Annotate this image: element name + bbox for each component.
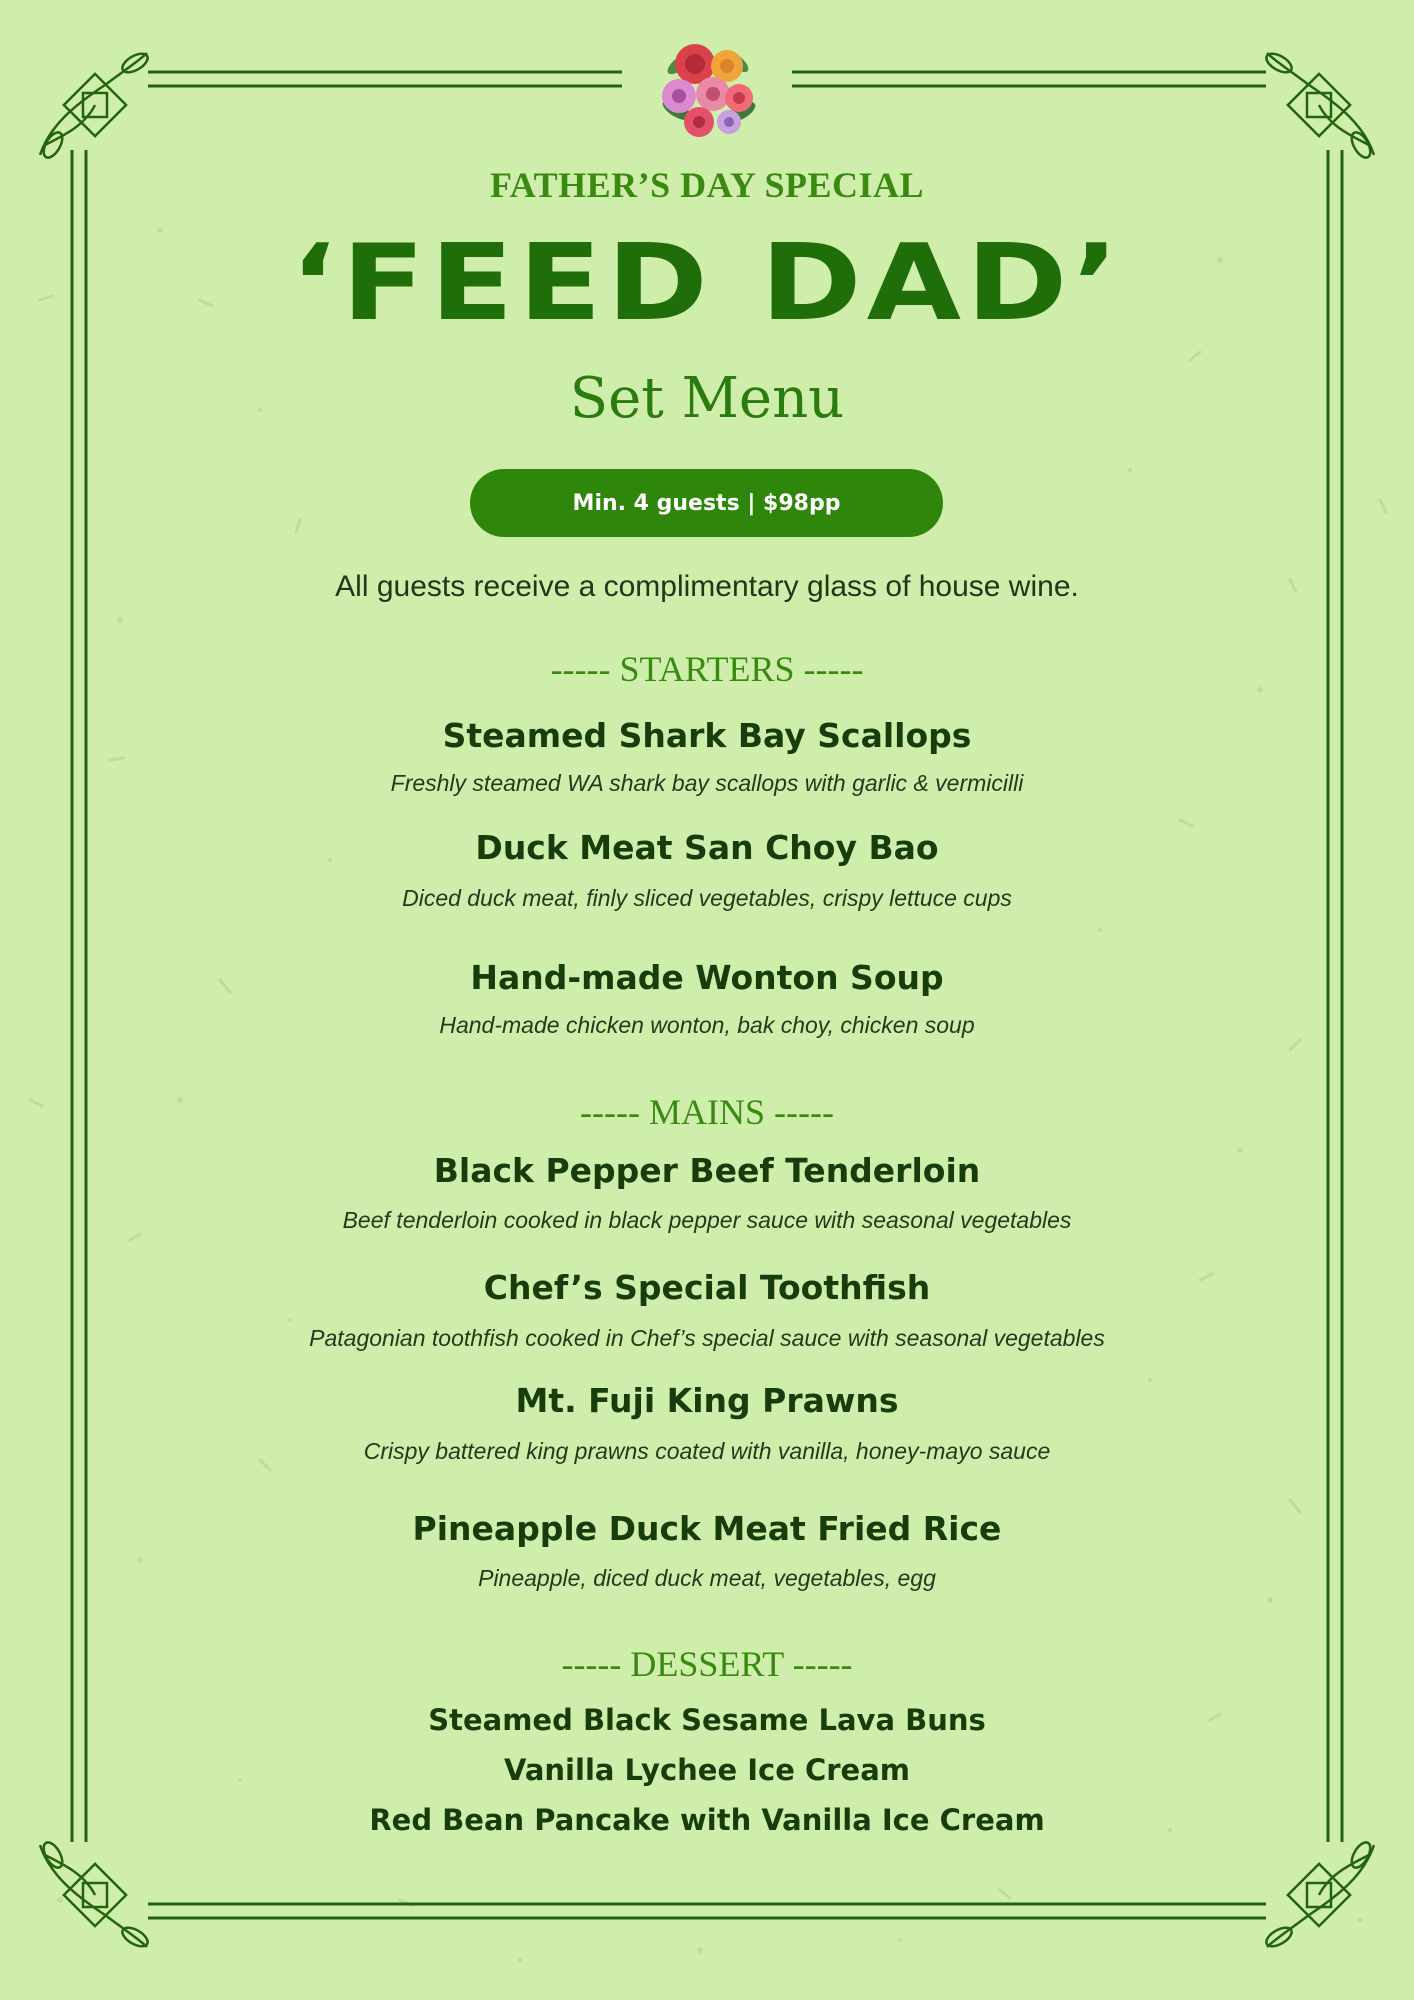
- wine-note: All guests receive a complimentary glass of house wine.: [335, 570, 1079, 603]
- menu-eyebrow: FATHER’S DAY SPECIAL: [489, 165, 925, 205]
- dish-name: Black Pepper Beef Tenderloin: [433, 1151, 981, 1190]
- dessert-item: Red Bean Pancake with Vanilla Ice Cream: [369, 1803, 1045, 1837]
- dessert-heading: ----- DESSERT -----: [561, 1644, 853, 1684]
- dish-description: Pineapple, diced duck meat, vegetables, egg: [478, 1565, 936, 1591]
- dish-description: Hand-made chicken wonton, bak choy, chicken soup: [439, 1012, 975, 1038]
- starters-heading: ----- STARTERS -----: [550, 649, 864, 689]
- price-pill: [470, 469, 943, 537]
- price-pill-text: Min. 4 guests | $98pp: [572, 490, 841, 516]
- dish-name: Chef’s Special Toothfish: [483, 1268, 931, 1307]
- dish-name: Duck Meat San Choy Bao: [475, 828, 939, 867]
- dish-name: Steamed Shark Bay Scallops: [442, 716, 972, 755]
- dish-name: Mt. Fuji King Prawns: [515, 1381, 899, 1420]
- menu-title: ‘FEED DAD’: [290, 221, 1124, 345]
- dish-description: Crispy battered king prawns coated with vanilla, honey-mayo sauce: [363, 1438, 1051, 1464]
- dish-name: Hand-made Wonton Soup: [470, 958, 944, 997]
- dish-description: Beef tenderloin cooked in black pepper sauce with seasonal vegetables: [342, 1207, 1072, 1233]
- menu-subtitle: Set Menu: [569, 366, 845, 431]
- dish-description: Patagonian toothfish cooked in Chef’s special sauce with seasonal vegetables: [309, 1325, 1105, 1351]
- dish-description: Diced duck meat, finly sliced vegetables, crispy lettuce cups: [402, 885, 1012, 911]
- dish-name: Pineapple Duck Meat Fried Rice: [412, 1509, 1002, 1548]
- mains-heading: ----- MAINS -----: [580, 1092, 834, 1132]
- dish-description: Freshly steamed WA shark bay scallops with garlic & vermicilli: [390, 770, 1024, 796]
- dessert-item: Steamed Black Sesame Lava Buns: [428, 1703, 986, 1737]
- dessert-item: Vanilla Lychee Ice Cream: [503, 1753, 911, 1787]
